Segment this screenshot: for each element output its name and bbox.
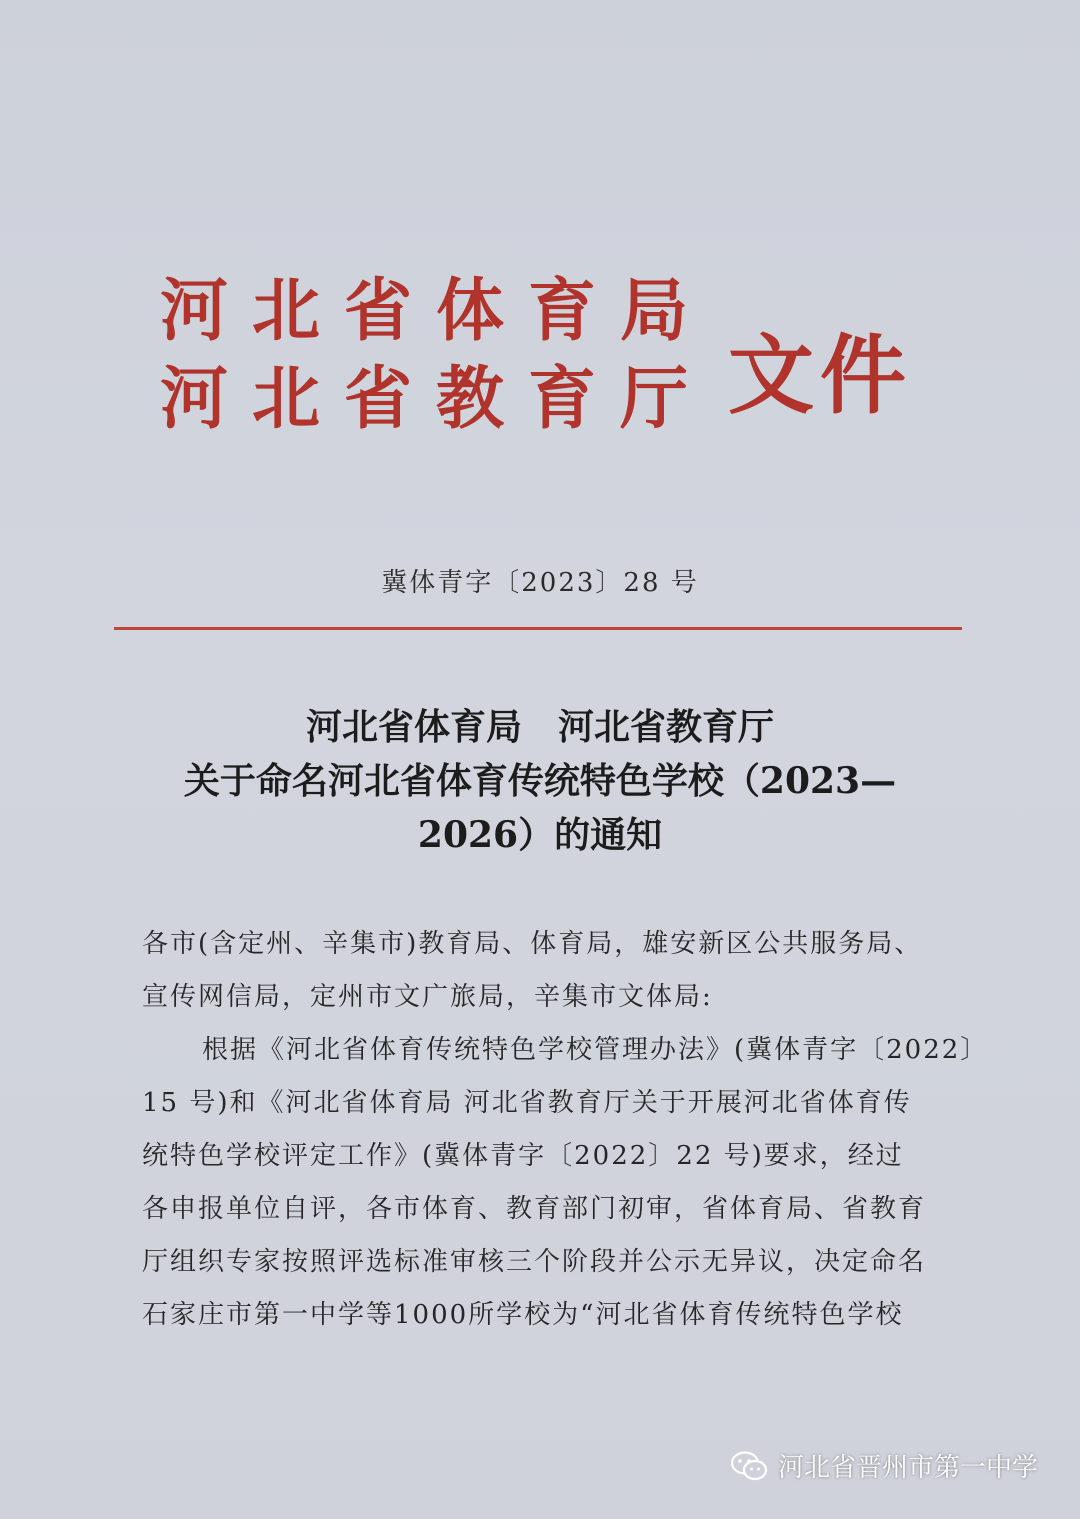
body-line-4: 各申报单位自评，各市体育、教育部门初审，省体育局、省教育 <box>142 1194 927 1224</box>
body-line-6: 石家庄市第一中学等1000所学校为“河北省体育传统特色学校 <box>142 1300 904 1330</box>
notice-body <box>142 918 989 1342</box>
addressee-line-2: 宣传网信局，定州市文广旅局，辛集市文体局: <box>142 982 713 1012</box>
body-line-1: 根据《河北省体育传统特色学校管理办法》(冀体青字〔2022〕 <box>202 1035 989 1065</box>
addressee-line-1: 各市(含定州、辛集市)教育局、体育局，雄安新区公共服务局、 <box>142 929 923 959</box>
watermark-text: 河北省晋州市第一中学 <box>778 1453 1039 1483</box>
title-line-3: 2026）的通知 <box>417 814 663 856</box>
notice-title <box>120 700 960 862</box>
title-line-1: 河北省体育局 河北省教育厅 <box>305 706 774 748</box>
body-line-3: 统特色学校评定工作》(冀体青字〔2022〕22 号)要求，经过 <box>142 1141 904 1171</box>
issuer-sports-bureau: 河北省体育局 <box>160 272 713 351</box>
issuer-block <box>160 268 712 444</box>
wechat-icon <box>730 1450 768 1482</box>
source-watermark <box>730 1447 1038 1484</box>
document-word: 文件 <box>728 326 912 426</box>
issuer-education-dept: 河北省教育厅 <box>160 360 713 439</box>
title-line-2: 关于命名河北省体育传统特色学校（2023— <box>183 760 897 802</box>
body-line-2: 15 号)和《河北省体育局 河北省教育厅关于开展河北省体育传 <box>142 1088 912 1118</box>
body-line-5: 厅组织专家按照评选标准审核三个阶段并公示无异议，决定命名 <box>142 1247 927 1277</box>
red-divider <box>114 627 962 630</box>
document-number: 冀体青字〔2023〕28 号 <box>381 568 699 598</box>
